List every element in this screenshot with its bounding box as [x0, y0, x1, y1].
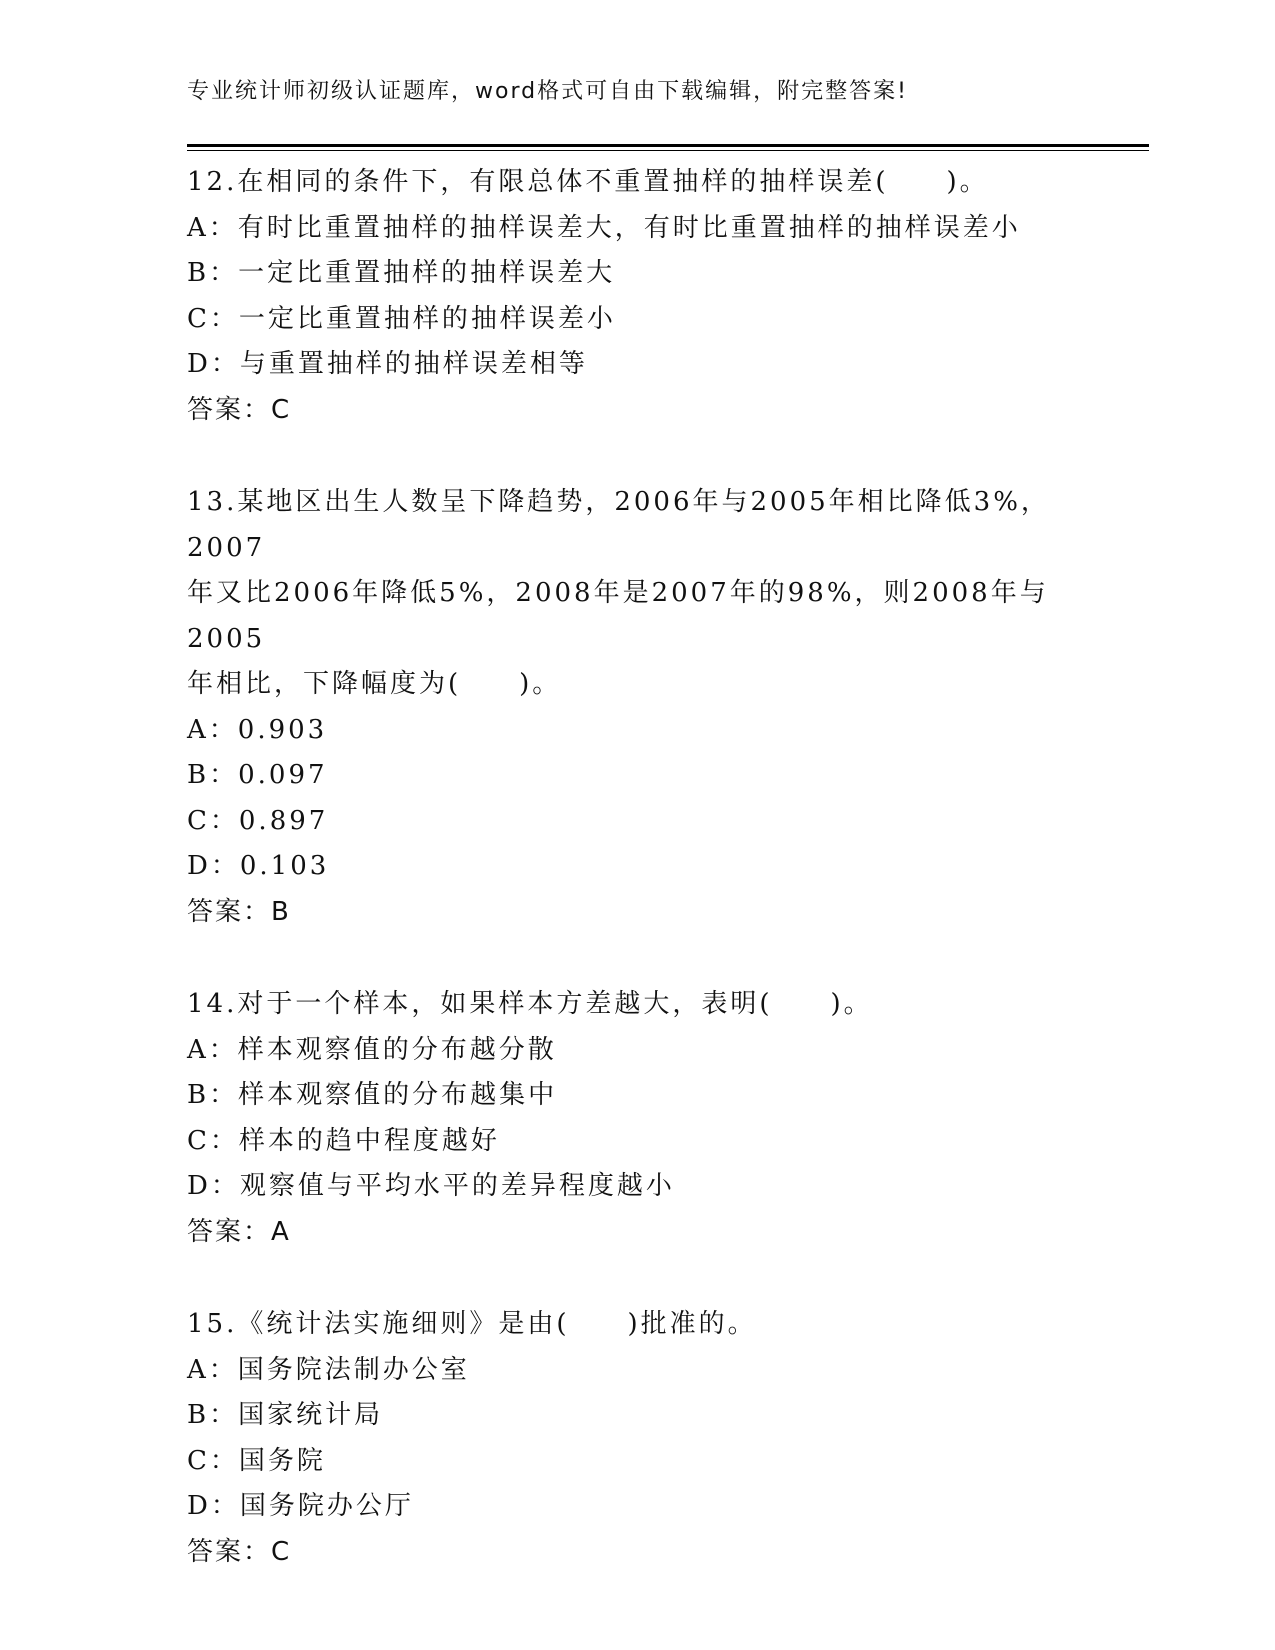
question-option: A：样本观察值的分布越分散	[187, 1034, 557, 1065]
header-rule-thick	[187, 144, 1149, 147]
question-option: C：一定比重置抽样的抽样误差小	[187, 303, 616, 334]
question-stem: 年又比2006年降低5%，2008年是2007年的98%，则2008年与2005	[187, 578, 1049, 654]
question-option: A：有时比重置抽样的抽样误差大，有时比重置抽样的抽样误差小	[187, 212, 1021, 243]
question-answer: 答案：C	[187, 394, 292, 425]
question-list	[187, 160, 1087, 1622]
question-option: D：0.103	[187, 851, 330, 881]
question-block	[187, 982, 1087, 1255]
question-option: D：观察值与平均水平的差异程度越小	[187, 1171, 675, 1201]
question-stem: 14.对于一个样本，如果样本方差越大，表明( )。	[187, 989, 873, 1019]
question-option: B：一定比重置抽样的抽样误差大	[187, 258, 616, 288]
question-stem: 13.某地区出生人数呈下降趋势，2006年与2005年相比降低3%，2007	[187, 487, 1050, 563]
question-option: C：0.897	[187, 805, 329, 836]
header-rule-thin	[187, 150, 1149, 151]
question-block	[187, 160, 1087, 433]
question-answer: 答案：B	[187, 896, 291, 927]
question-option: C：样本的趋中程度越好	[187, 1125, 500, 1156]
question-option: C：国务院	[187, 1445, 326, 1476]
question-option: B：0.097	[187, 760, 328, 790]
question-answer: 答案：A	[187, 1216, 291, 1247]
question-stem: 年相比，下降幅度为( )。	[187, 669, 562, 699]
question-stem: 12.在相同的条件下，有限总体不重置抽样的抽样误差( )。	[187, 167, 989, 197]
question-answer: 答案：C	[187, 1536, 292, 1567]
question-option: D：国务院办公厅	[187, 1491, 414, 1521]
question-block	[187, 480, 1087, 935]
question-stem: 15.《统计法实施细则》是由( )批准的。	[187, 1309, 757, 1339]
question-block	[187, 1302, 1087, 1575]
page-header: 专业统计师初级认证题库，word格式可自由下载编辑，附完整答案!	[187, 79, 908, 104]
question-option: A：国务院法制办公室	[187, 1354, 470, 1385]
question-option: B：样本观察值的分布越集中	[187, 1080, 558, 1110]
question-option: D：与重置抽样的抽样误差相等	[187, 349, 588, 379]
question-option: B：国家统计局	[187, 1400, 384, 1430]
question-option: A：0.903	[187, 714, 328, 745]
